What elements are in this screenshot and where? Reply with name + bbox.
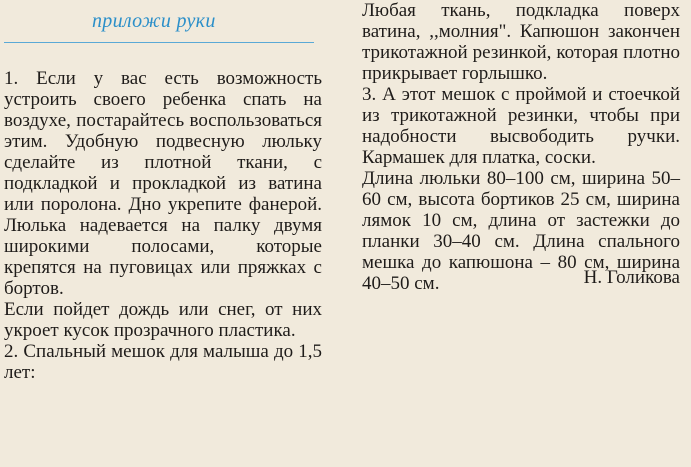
paragraph-sleeping-bag-intro: 2. Спальный мешок для малыша до 1,5 лет: — [4, 341, 322, 383]
paragraph-rain-cover: Если пойдет дождь или снег, от них укроет кусок прозрачного пластика. — [4, 299, 322, 341]
rubric-divider — [4, 42, 314, 43]
author-signature: Н. Голикова — [583, 267, 680, 288]
left-column — [0, 0, 334, 383]
right-column — [358, 0, 688, 294]
paragraph-sleeping-bag-details: Любая ткань, подкладка поверх ватина, ,,молния". Капюшон закончен трикотажной резинкой, которая плотно прикрывает горлышко. — [362, 0, 680, 84]
paragraph-dimensions: Длина люльки 80–100 см, ширина 50–60 см, высота бортиков 25 см, ширина лямок 10 см, длина от застежки до планки 30–40 см. Длина спального мешка до капюшона – 80 см, ширина 40–50 см. — [362, 168, 680, 294]
rubric-title: приложи руки — [92, 10, 216, 32]
rubric-header — [4, 0, 322, 46]
paragraph-cradle: 1. Если у вас есть возможность устроить своего ребенка спать на воздухе, постарайтесь воспользоваться этим. Удобную подвесную люльку сделайте из плотной ткани, с подкладкой и прокладкой из ватина или поролона. Дно укрепите фанерой. Люлька надевается на палку двумя широкими полосами, которые крепятся на пуговицах или пряжках с бортов. — [4, 68, 322, 299]
paragraph-armhole-bag: 3. А этот мешок с проймой и стоечкой из трикотажной резинки, чтобы при надобности высвободить ручки. Кармашек для платка, соски. — [362, 84, 680, 168]
right-body-text — [362, 0, 680, 294]
left-body-text — [4, 46, 322, 383]
